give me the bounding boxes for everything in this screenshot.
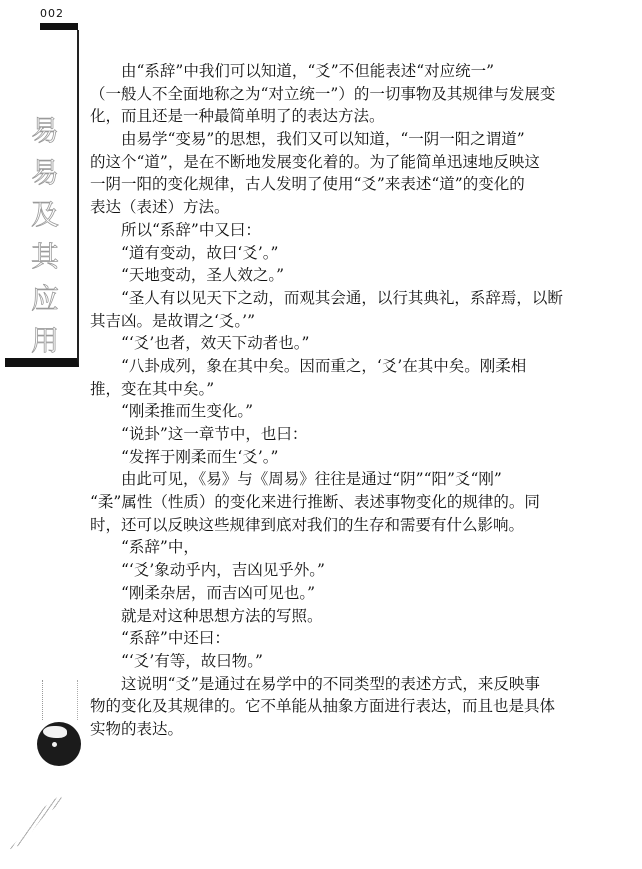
text-line: “道有变动，故曰‘爻’。” — [121, 243, 279, 262]
text-line: “柔”属性（性质）的变化来进行推断、表述事物变化的规律的。同 — [90, 493, 540, 512]
side-title-char: 易 — [30, 156, 59, 189]
text-line: 其吉凶。是故谓之‘爻。’” — [90, 311, 256, 330]
text-line: 就是对这种思想方法的写照。 — [121, 606, 323, 625]
text-line: 由易学“变易”的思想，我们又可以知道，“一阴一阳之谓道” — [121, 130, 525, 149]
side-title-char: 其 — [30, 240, 59, 273]
text-line: “发挥于刚柔而生‘爻’。” — [121, 447, 279, 466]
text-line: “八卦成列，象在其中矣。因而重之，‘爻’在其中矣。刚柔相 — [121, 356, 527, 375]
text-line: “说卦”这一章节中，也曰： — [121, 425, 308, 443]
text-line: （一般人不全面地称之为“对立统一”）的一切事物及其规律与发展变 — [90, 84, 556, 103]
side-title-char: 及 — [30, 198, 59, 231]
side-title — [20, 110, 70, 362]
text-line: 的这个“道”，是在不断地发展变化着的。为了能简单迅速地反映这 — [90, 152, 540, 171]
text-line: 所以“系辞”中又曰： — [121, 220, 261, 239]
text-line: 这说明“爻”是通过在易学中的不同类型的表述方式，来反映事 — [121, 674, 540, 693]
text-line: “圣人有以见天下之动，而观其会通，以行其典礼，系辞焉，以断 — [121, 288, 563, 307]
text-line: “系辞”中还曰： — [121, 629, 230, 648]
text-line: 由此可见，《易》与《周易》往往是通过“阴”“阳”爻“刚” — [121, 470, 502, 489]
side-title-char: 易 — [30, 114, 59, 147]
yin-yang-icon — [37, 722, 81, 766]
text-line: “‘爻’也者，效天下动者也。” — [121, 334, 310, 353]
header-rule — [40, 23, 78, 30]
side-title-char: 应 — [30, 282, 59, 315]
text-line: “天地变动，圣人效之。” — [121, 266, 285, 285]
text-line: 物的变化及其规律的。它不单能从抽象方面进行表达，而且也是具体 — [90, 697, 556, 716]
text-line: “系辞”中， — [121, 538, 199, 557]
text-line: 时，还可以反映这些规律到底对我们的生存和需要有什么影响。 — [90, 515, 525, 534]
text-line: 化，而且还是一种最简单明了的表达方法。 — [90, 107, 385, 126]
page-number: 002 — [40, 7, 64, 20]
decorative-lines — [42, 680, 78, 720]
text-line: 一阴一阳的变化规律，古人发明了使用“爻”来表述“道”的变化的 — [90, 175, 525, 194]
text-line: 实物的表达。 — [90, 719, 184, 738]
text-line: “‘爻’象动乎内，吉凶见乎外。” — [121, 561, 325, 580]
body-text — [90, 60, 610, 741]
text-line: 表达（表述）方法。 — [90, 198, 230, 217]
text-line: “刚柔杂居，而吉凶可见也。” — [121, 583, 316, 602]
text-line: 由“系辞”中我们可以知道，“爻”不但能表述“对应统一” — [121, 62, 495, 80]
side-title-char: 用 — [30, 324, 59, 357]
text-line: “刚柔推而生变化。” — [121, 402, 254, 421]
text-line: 推，变在其中矣。” — [90, 379, 215, 398]
text-line: “‘爻’有等，故曰物。” — [121, 651, 263, 670]
decorative-sketch — [8, 795, 63, 850]
